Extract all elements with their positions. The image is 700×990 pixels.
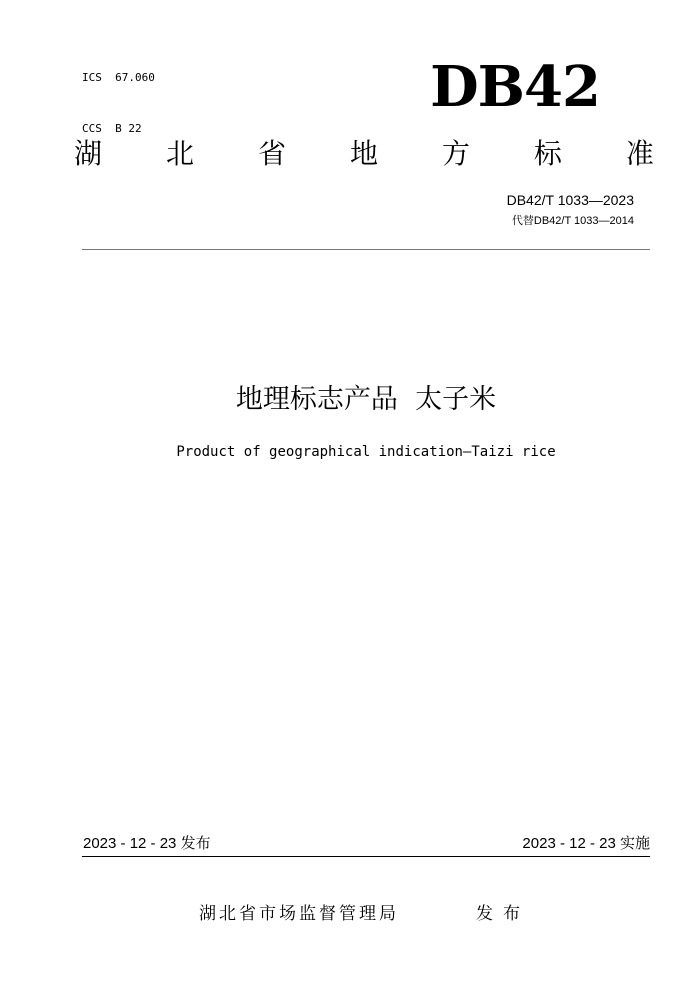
standard-number: DB42/T 1033—2023 (506, 192, 634, 208)
category-char: 准 (625, 137, 654, 170)
db-logo: DB42 (430, 54, 600, 120)
category-char: 湖 (74, 137, 103, 170)
category-char: 地 (349, 137, 378, 170)
standard-category (74, 134, 654, 174)
category-char: 方 (441, 137, 470, 170)
footer-divider (82, 856, 650, 857)
replaced-standard: 代替DB42/T 1033—2014 (511, 215, 634, 227)
ccs-code: CCS B 22 (82, 122, 142, 135)
implementation-date: 2023 - 12 - 23 实施 (522, 835, 650, 852)
category-char: 省 (257, 137, 286, 170)
header-divider (82, 249, 650, 250)
issue-label: 发布 (476, 904, 530, 924)
document-title: 地理标志产品 太子米 (235, 384, 497, 415)
ics-code: ICS 67.060 (82, 71, 155, 84)
issuing-authority: 湖北省市场监督管理局 (199, 904, 399, 924)
publication-date: 2023 - 12 - 23 发布 (83, 835, 211, 852)
category-char: 标 (533, 137, 562, 170)
category-char: 北 (165, 137, 194, 170)
document-title-english: Product of geographical indication—Taizi rice (176, 444, 556, 460)
